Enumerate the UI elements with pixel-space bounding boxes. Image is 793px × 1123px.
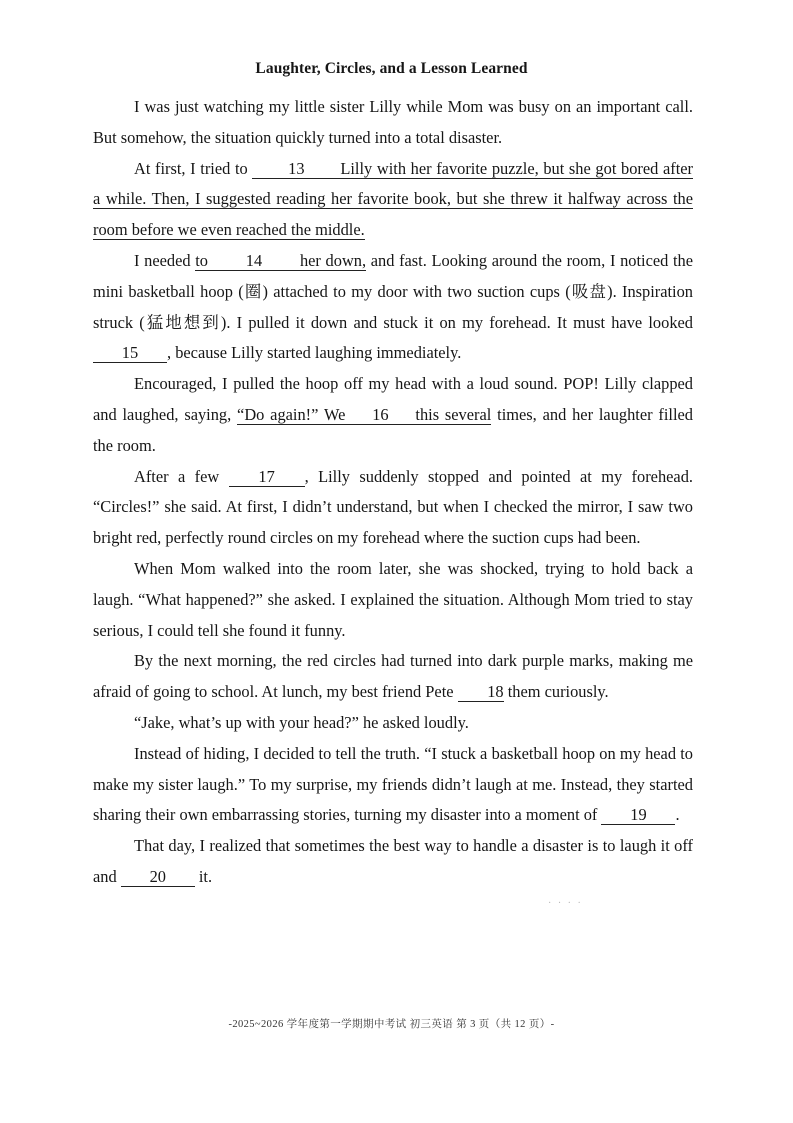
paragraph-9-text: . [675, 805, 680, 825]
paragraph-2-text: At first, I tried to [134, 158, 253, 178]
paragraph-3 [93, 246, 693, 369]
paragraph-1: I was just watching my little sister Lilly while Mom was busy on an important call. But somehow, the situation quickly turned into a total disaster. [93, 97, 693, 147]
blank-18: 18 [458, 682, 504, 702]
paragraph-3-text: to [195, 250, 208, 270]
paragraph-3-text: I needed [134, 250, 196, 270]
paragraph-3-text: , because Lilly started laughing immediately. [167, 343, 462, 363]
paragraph-6: When Mom walked into the room later, she was shocked, trying to hold back a laugh. “What happened?” she asked. I explained the situation. Although Mom tried to stay serious, I could tell she found it funny. [93, 558, 693, 640]
paragraph-2 [93, 154, 693, 246]
paragraph-10 [93, 831, 693, 893]
scan-specks: · · · · [548, 898, 583, 909]
passage-body [93, 92, 693, 893]
page-footer: -2025~2026 学年度第一学期期中考试 初三英语 第 3 页（共 12 页）- [228, 1019, 555, 1030]
paragraph-4-text: times, and her laughter filled the room. [93, 404, 693, 455]
paragraph-5-text: , Lilly suddenly stopped and pointed at my forehead. “Circles!” she said. At first, I didn’t understand, but when I checked the mirror, I saw two bright red, perfectly round circles on my forehead where the suction cups had been. [93, 466, 693, 548]
paragraph-4-text: “Do again!” We [237, 404, 346, 424]
paragraph-2-text: Lilly with her favorite puzzle, but she got bored after a while. Then, I suggested reading her favorite book, but she threw it halfway across the room before we even reached the middle. [93, 158, 693, 240]
paragraph-7-text: them curiously. [503, 682, 609, 702]
paragraph-5-text: After a few [134, 466, 229, 486]
paragraph-7-text: By the next morning, the red circles had turned into dark purple marks, making me afraid of going to school. At lunch, my best friend Pete [93, 651, 693, 702]
blank-19: 19 [601, 805, 675, 825]
paragraph-3-text: her down, [299, 250, 367, 270]
paragraph-10-text: it. [194, 866, 213, 886]
blank-20: 20 [121, 867, 195, 887]
paragraph-4-text: this several [415, 404, 492, 424]
paragraph-3-text: and fast. Looking around the room, I noticed the mini basketball hoop (圈) attached to my door with two suction cups (吸盘). Inspiration struck (猛地想到). I pulled it down and stuck it on my forehead. It must have looked [93, 250, 693, 332]
blank-17: 17 [229, 467, 305, 487]
blank-13: 13 [252, 159, 340, 179]
paragraph-7 [93, 646, 693, 708]
blank-16: 16 [345, 405, 415, 425]
paragraph-8: “Jake, what’s up with your head?” he asked loudly. [134, 712, 469, 732]
paragraph-4 [93, 369, 693, 461]
paragraph-9 [93, 739, 693, 831]
paragraph-9-text: Instead of hiding, I decided to tell the truth. “I stuck a basketball hoop on my head to make my sister laugh.” To my surprise, my friends didn’t laugh at me. Instead, they started sharing their own embarrassing stories, turning my disaster into a moment of [93, 743, 693, 825]
paragraph-10-text: That day, I realized that sometimes the best way to handle a disaster is to laugh it off and [93, 836, 693, 886]
paragraph-4-text: Encouraged, I pulled the hoop off my head with a loud sound. POP! Lilly clapped and laughed, saying, [93, 374, 693, 424]
passage-title: Laughter, Circles, and a Lesson Learned [255, 60, 528, 77]
blank-15: 15 [93, 343, 167, 363]
blank-14: 14 [208, 251, 300, 271]
paragraph-5 [93, 462, 693, 554]
